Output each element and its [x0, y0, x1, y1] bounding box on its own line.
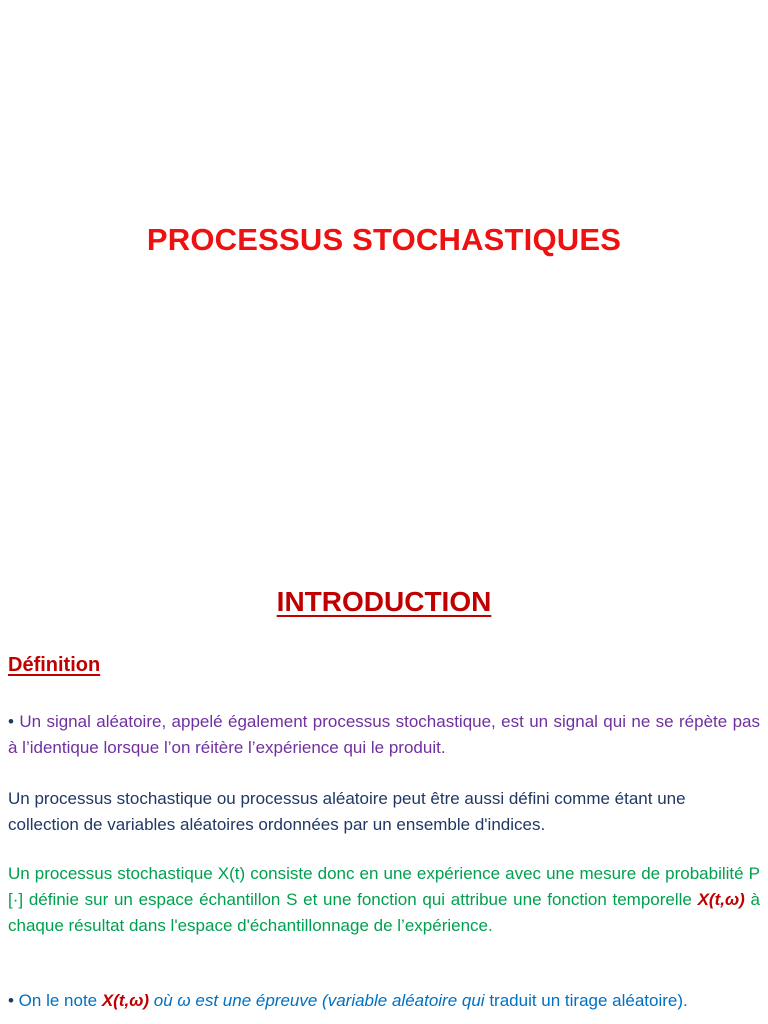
math-expression: X(t,ω)	[697, 890, 745, 909]
paragraph-text-italic: où ω est une épreuve (variable aléatoire qui	[149, 991, 485, 1010]
paragraph-text: Un signal aléatoire, appelé également processus stochastique, est un signal qui ne se répète pas à l’identique lorsque l’on réitère l’expérience qui le produit.	[8, 712, 760, 757]
bullet-icon: •	[8, 991, 14, 1010]
paragraph-text: On le note	[13, 991, 102, 1010]
definition-paragraph-4	[8, 988, 760, 1014]
definition-paragraph-2	[8, 786, 760, 838]
introduction-slide	[0, 570, 768, 1024]
section-title: INTRODUCTION	[276, 586, 492, 617]
page-title: PROCESSUS STOCHASTIQUES	[146, 222, 622, 257]
math-expression: X(t,ω)	[101, 991, 150, 1010]
definition-heading: Définition	[8, 654, 101, 676]
paragraph-text: traduit un tirage aléatoire).	[484, 991, 688, 1010]
bullet-icon: •	[8, 712, 14, 731]
paragraph-text: Un processus stochastique X(t) consiste donc en une expérience avec une mesure de probabilité P [·] définie sur un espace échantillon S et une fonction qui attribue une fonction temporelle	[8, 864, 760, 909]
paragraph-text: à chaque résultat dans l'espace d'échantillonnage de l’expérience.	[8, 890, 760, 935]
definition-paragraph-3	[8, 861, 760, 939]
definition-paragraph-1	[8, 709, 760, 761]
paragraph-text: Un processus stochastique ou processus aléatoire peut être aussi défini comme étant une collection de variables aléatoires ordonnées par un ensemble d'indices.	[8, 789, 686, 834]
